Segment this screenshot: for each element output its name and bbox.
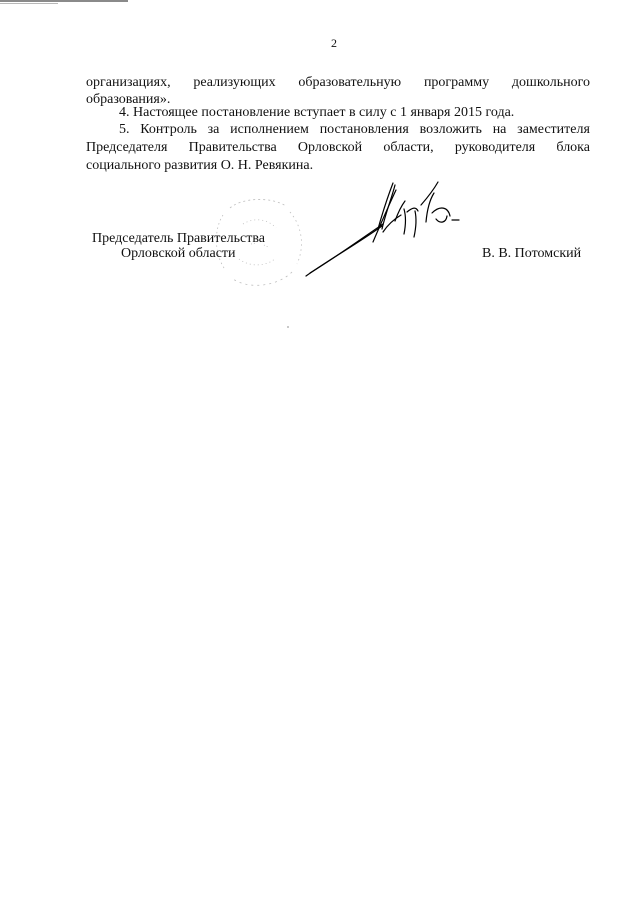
scan-edge-line-secondary: [0, 3, 58, 4]
paragraph-5-line-2-word-3: области,: [383, 140, 434, 155]
paragraph-5-line-1-word-4: постановления: [319, 122, 409, 137]
paragraph-3-line-1: [86, 74, 590, 92]
paragraph-3-line-1-word-2: образовательную: [298, 75, 402, 90]
paragraph-5-line-3: социального развития О. Н. Ревякина.: [86, 158, 314, 173]
paragraph-5-line-2-word-4: руководителя: [454, 140, 536, 155]
paragraph-5-line-1-word-0: 5.: [119, 122, 130, 137]
page-number: 2: [331, 36, 337, 50]
paragraph-5-line-2-word-2: Орловской: [297, 140, 363, 155]
paragraph-5-line-2-word-5: блока: [556, 140, 590, 155]
signatory-title-line-1: Председатель Правительства: [92, 231, 265, 246]
paragraph-3-line-1-word-3: программу: [423, 75, 490, 90]
paragraph-5-line-2: [86, 139, 590, 157]
paragraph-5-line-1-word-6: на: [492, 122, 507, 137]
paragraph-5-line-1-word-5: возложить: [419, 122, 482, 137]
paragraph-4: 4. Настоящее постановление вступает в силу с 1 января 2015 года.: [119, 105, 515, 120]
paragraph-3-line-1-word-4: дошкольного: [511, 75, 590, 90]
paragraph-5-line-1: [86, 121, 590, 139]
paragraph-5-line-1-word-2: за: [207, 122, 220, 137]
signatory-name: В. В. Потомский: [482, 246, 582, 261]
scan-speck: [287, 326, 289, 328]
paragraph-3-line-1-word-1: реализующих: [193, 75, 276, 90]
paragraph-5-line-1-word-1: Контроль: [140, 122, 197, 137]
paragraph-3-line-2: образования».: [86, 92, 171, 107]
signatory-title-line-2: Орловской области: [121, 246, 236, 261]
paragraph-5-line-1-word-3: исполнением: [230, 122, 309, 137]
paragraph-5-line-1-word-7: заместителя: [517, 122, 590, 137]
handwritten-signature: [300, 181, 470, 281]
paragraph-5-line-2-word-1: Правительства: [188, 140, 277, 155]
paragraph-5-line-2-word-0: Председателя: [86, 140, 168, 155]
paragraph-3-line-1-word-0: организациях,: [86, 75, 171, 90]
scan-edge-line: [0, 0, 128, 2]
